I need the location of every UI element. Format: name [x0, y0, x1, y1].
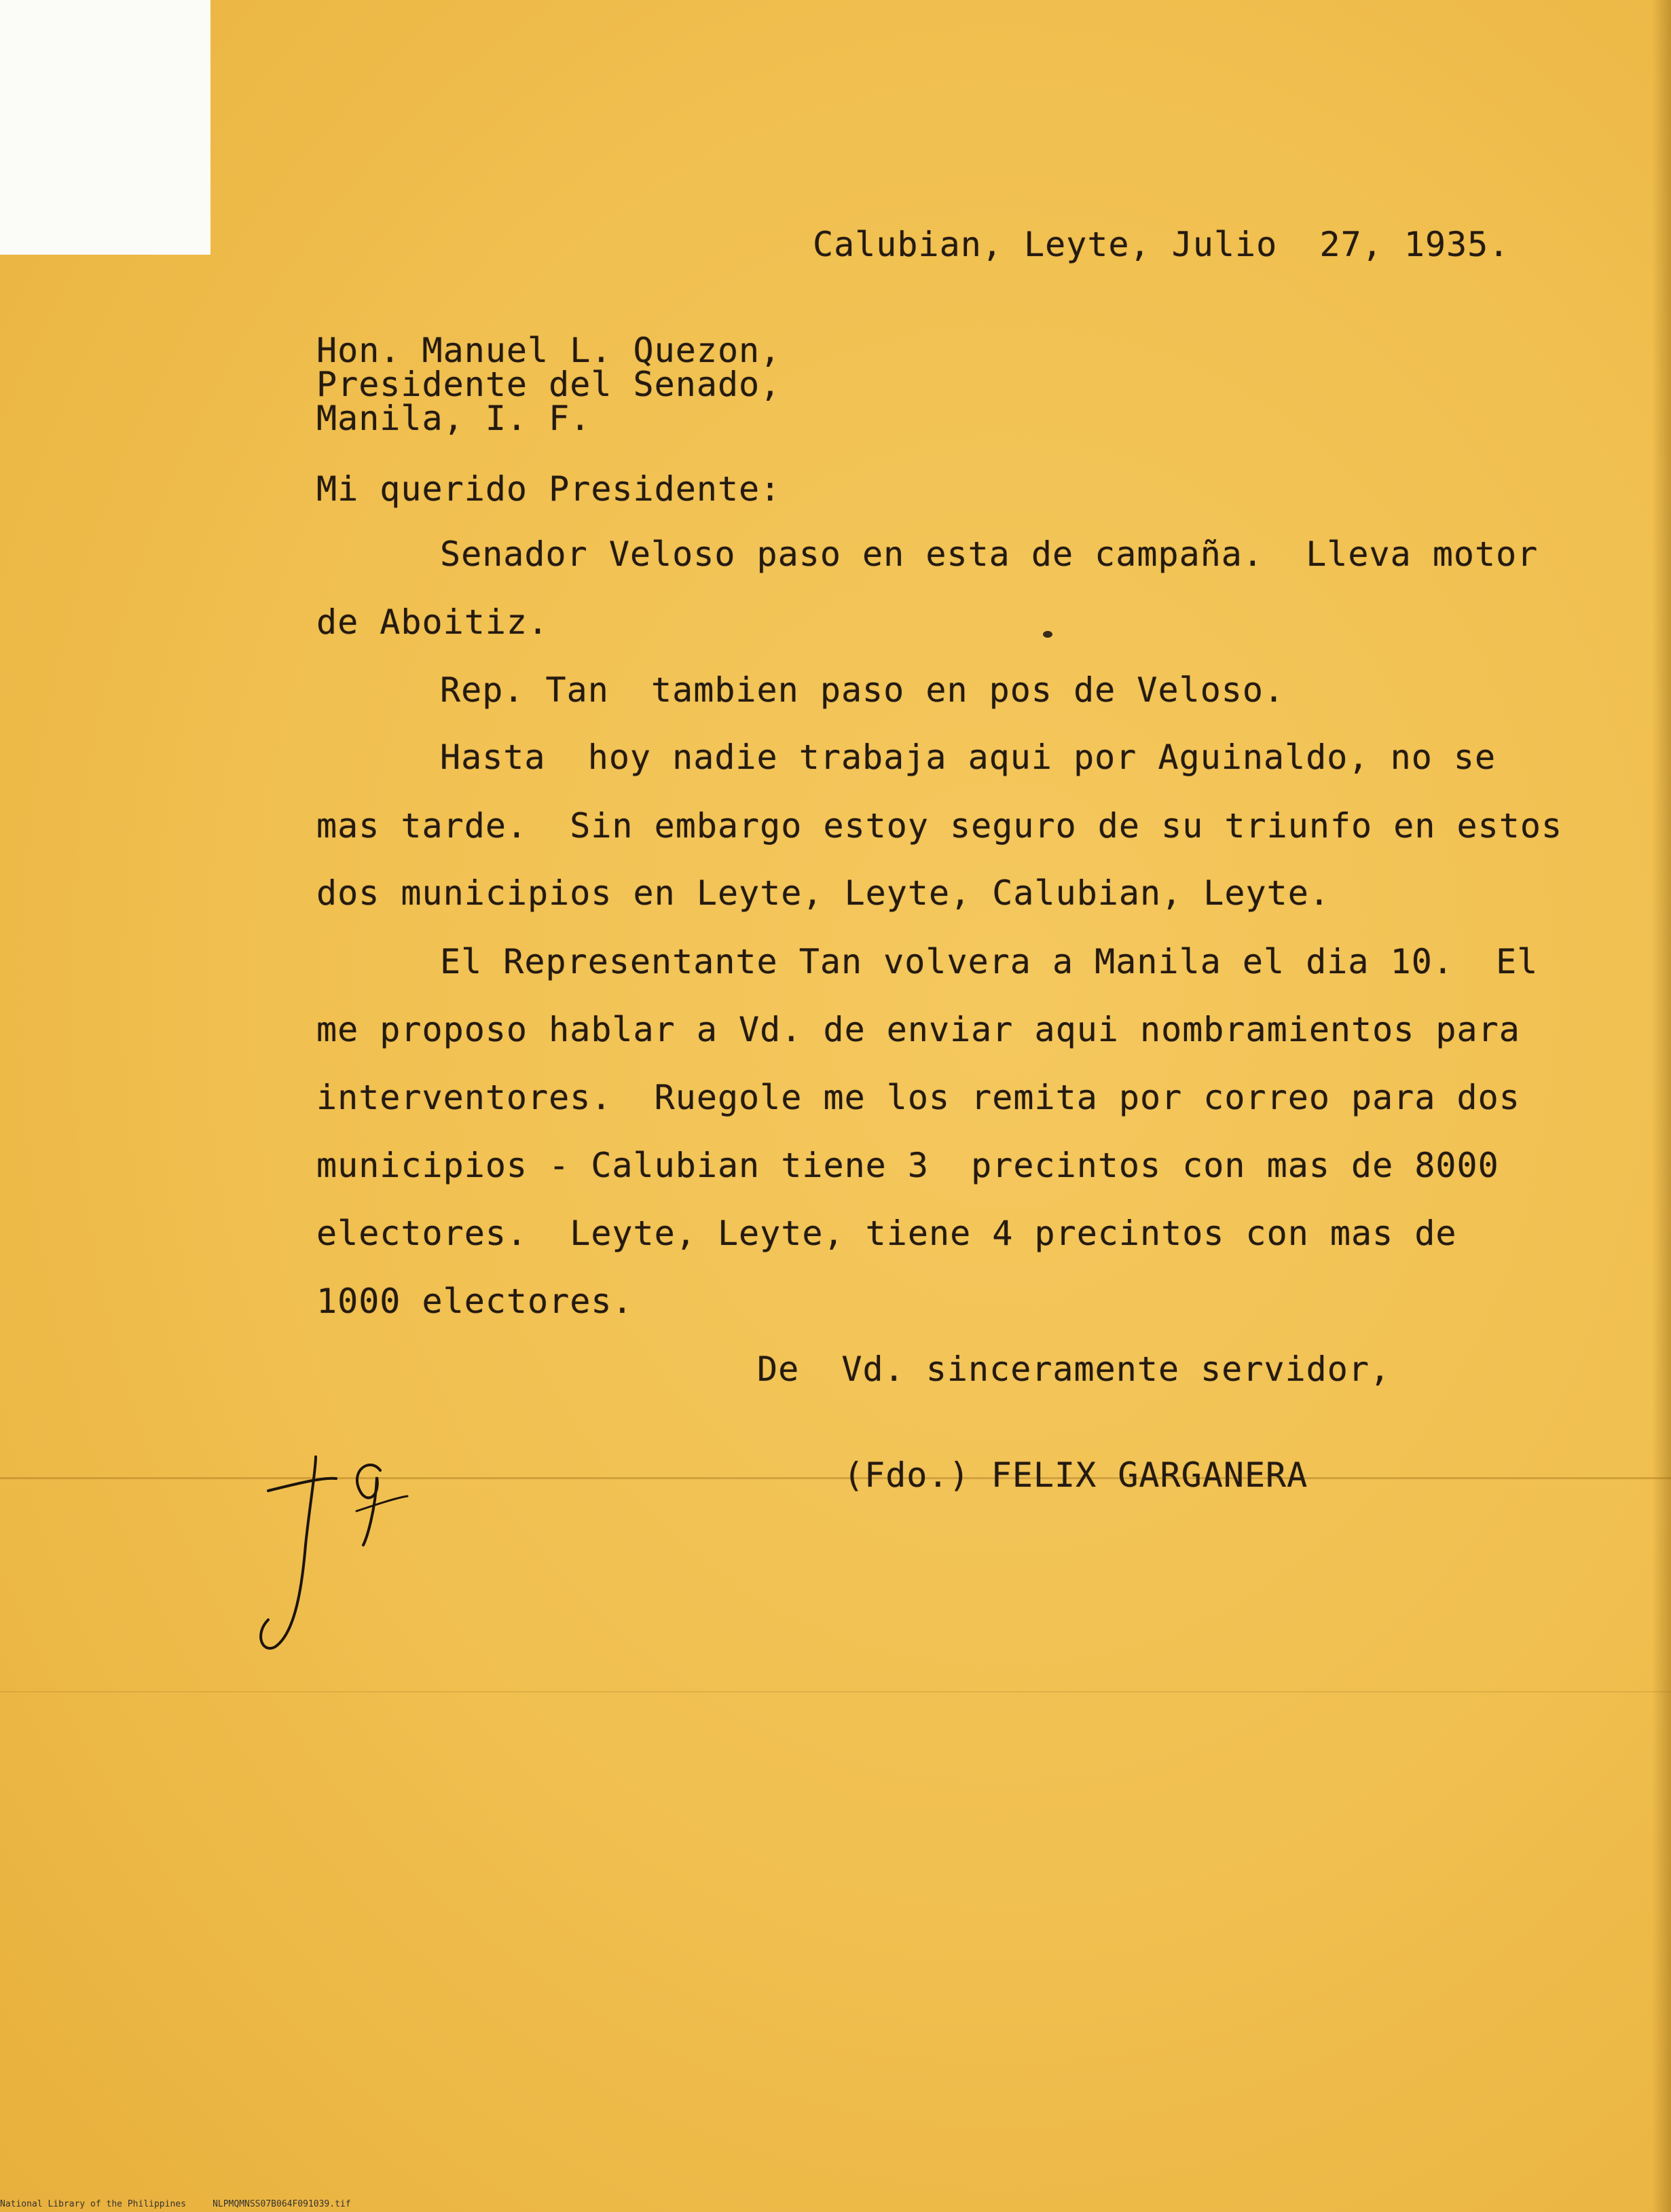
body-line: Hasta hoy nadie trabaja aqui por Aguinaldo, no se — [440, 738, 1496, 777]
body-line: Senador Veloso paso en esta de campaña. Lleva motor — [440, 534, 1539, 574]
closing: De Vd. sinceramente servidor, — [757, 1349, 1391, 1389]
addressee-line-3: Manila, I. F. — [316, 399, 591, 438]
body-line: electores. Leyte, Leyte, tiene 4 precintos con mas de — [316, 1214, 1457, 1253]
typed-signature: (Fdo.) FELIX GARGANERA — [843, 1455, 1308, 1495]
body-line: municipios - Calubian tiene 3 precintos con mas de 8000 — [316, 1146, 1499, 1185]
dateline: Calubian, Leyte, Julio 27, 1935. — [813, 225, 1510, 264]
ink-spot — [1043, 631, 1052, 638]
body-line: interventores. Ruegole me los remita por correo para dos — [316, 1078, 1520, 1117]
addressee-line-2: Presidente del Senado, — [316, 365, 782, 404]
body-line: mas tarde. Sin embargo estoy seguro de su triunfo en estos — [316, 806, 1563, 846]
body-line: Rep. Tan tambien paso en pos de Veloso. — [440, 670, 1285, 710]
body-line: me proposo hablar a Vd. de enviar aqui nombramientos para — [316, 1010, 1520, 1049]
archive-footer: National Library of the Philippines NLPMQMNSS07B064F091039.tif — [0, 2199, 351, 2209]
fold-crease-lower — [0, 1691, 1671, 1692]
body-line: El Representante Tan volvera a Manila el dia 10. El — [440, 942, 1539, 981]
handwritten-initials — [241, 1430, 458, 1661]
scan-margin — [0, 0, 210, 255]
salutation: Mi querido Presidente: — [316, 469, 782, 509]
body-line: de Aboitiz. — [316, 602, 549, 642]
body-line: 1000 electores. — [316, 1282, 633, 1321]
page-edge-shadow — [1652, 0, 1671, 2212]
addressee-line-1: Hon. Manuel L. Quezon, — [316, 331, 782, 370]
body-line: dos municipios en Leyte, Leyte, Calubian, Leyte. — [316, 873, 1330, 913]
